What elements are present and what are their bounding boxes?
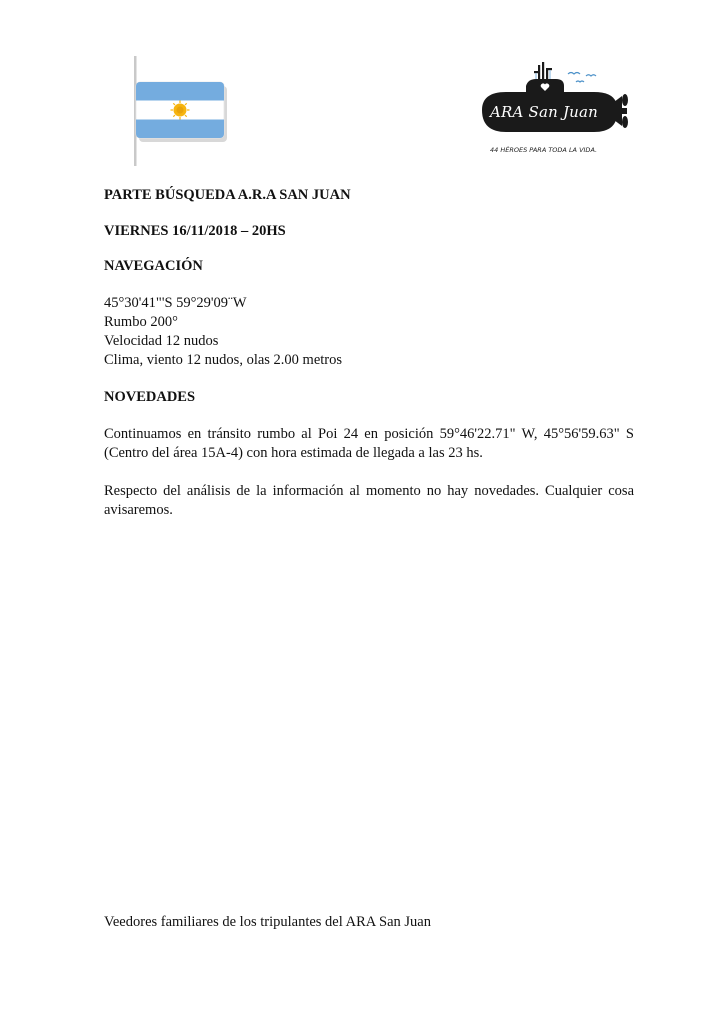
navigation-heading-course: Rumbo 200° [104,314,178,330]
navigation-heading: NAVEGACIÓN [104,258,203,274]
argentina-flag-image [130,56,230,166]
document-title: PARTE BÚSQUEDA A.R.A SAN JUAN [104,187,351,203]
novedades-paragraph: Continuamos en tránsito rumbo al Poi 24 en posición 59°46'22.71" W, 45°56'59.63" S (Centro del área 15A-4) con hora estimada de llegada a las 23 hs. [104,426,634,461]
navigation-speed: Velocidad 12 nudos [104,333,219,349]
document-date: VIERNES 16/11/2018 – 20HS [104,223,286,239]
document-footer: Veedores familiares de los tripulantes del ARA San Juan [104,914,431,930]
navigation-details [104,294,634,370]
navigation-weather: Clima, viento 12 nudos, olas 2.00 metros [104,352,343,368]
document-body [104,186,634,539]
novedades-heading: NOVEDADES [104,389,196,405]
novedades-paragraph: Respecto del análisis de la información al momento no hay novedades. Cualquier cosa avisaremos. [104,483,634,518]
logo-tagline-text: 44 HÉROES PARA TODA LA VIDA. [490,146,598,154]
ara-san-juan-logo [476,62,632,162]
navigation-position: 45°30'41"'S 59°29'09¨W [104,295,247,311]
logo-name-text: ARA San Juan [489,103,599,121]
birds-icon [568,73,596,83]
